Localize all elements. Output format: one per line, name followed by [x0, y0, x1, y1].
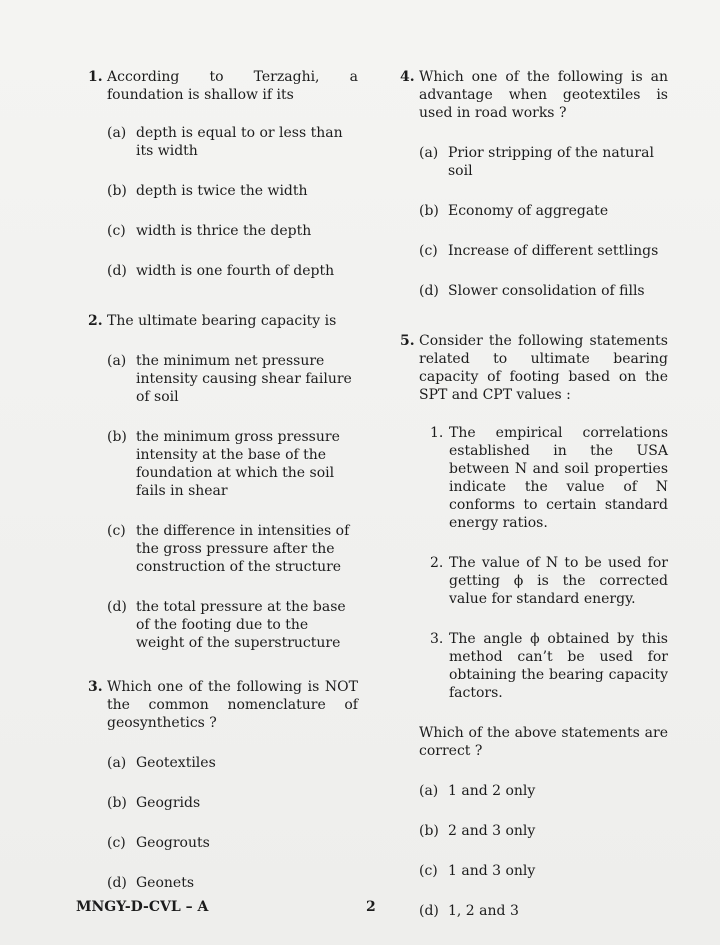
- option-text: width is one fourth of depth: [136, 263, 335, 279]
- option-label: (b): [107, 429, 127, 445]
- option-label: (a): [107, 353, 127, 369]
- options: [107, 124, 358, 280]
- option-label: (a): [107, 755, 127, 771]
- option-a[interactable]: [107, 352, 358, 406]
- question-number: 4.: [400, 69, 415, 85]
- question-2: [88, 312, 358, 652]
- paper-code: MNGY-D-CVL – A: [76, 899, 209, 915]
- option-label: (a): [419, 783, 439, 799]
- question-text: Consider the following statements related to ultimate bearing capacity of footing based on the SPT and CPT values :: [419, 333, 668, 403]
- option-a[interactable]: [419, 144, 668, 180]
- option-b[interactable]: [419, 822, 668, 840]
- option-label: (b): [419, 203, 439, 219]
- option-label: (c): [107, 523, 126, 539]
- question-number: 3.: [88, 679, 103, 695]
- option-a[interactable]: [419, 782, 668, 800]
- left-column: [88, 68, 358, 892]
- statement-2: [430, 554, 668, 608]
- page-number: 2: [366, 899, 376, 915]
- option-b[interactable]: [107, 182, 358, 200]
- option-label: (b): [107, 183, 127, 199]
- option-label: (c): [419, 863, 438, 879]
- option-label: (d): [107, 263, 127, 279]
- question-number: 5.: [400, 333, 415, 349]
- question-text: According to Terzaghi, a foundation is shallow if its: [107, 69, 358, 103]
- option-d[interactable]: [419, 282, 668, 300]
- question-1: [88, 68, 358, 280]
- option-c[interactable]: [419, 862, 668, 880]
- right-column: [400, 68, 668, 920]
- option-text: 2 and 3 only: [448, 823, 536, 839]
- statements: [430, 424, 668, 702]
- options: [107, 352, 358, 652]
- option-text: Prior stripping of the natural soil: [448, 145, 654, 179]
- question-number: 1.: [88, 69, 103, 85]
- option-label: (d): [107, 875, 127, 891]
- option-label: (d): [107, 599, 127, 615]
- statement-number: 2.: [430, 555, 444, 571]
- option-d[interactable]: [107, 874, 358, 892]
- question-text: The ultimate bearing capacity is: [107, 313, 337, 329]
- option-text: Geogrouts: [136, 835, 210, 851]
- option-c[interactable]: [419, 242, 668, 260]
- statement-text: The empirical correlations established in the USA between N and soil properties indicate the value of N conforms to certain standard energy ratios.: [449, 425, 668, 531]
- option-text: width is thrice the depth: [136, 223, 312, 239]
- option-d[interactable]: [107, 598, 358, 652]
- option-text: the total pressure at the base of the footing due to the weight of the superstructure: [136, 599, 346, 651]
- options: [419, 144, 668, 300]
- options: [107, 754, 358, 892]
- question-prompt: Which of the above statements are correct ?: [419, 725, 668, 759]
- option-text: the minimum net pressure intensity causing shear failure of soil: [136, 353, 352, 405]
- option-label: (b): [107, 795, 127, 811]
- option-text: the difference in intensities of the gross pressure after the construction of the structure: [136, 523, 350, 575]
- question-text: Which one of the following is an advantage when geotextiles is used in road works ?: [419, 69, 668, 121]
- option-c[interactable]: [107, 522, 358, 576]
- option-d[interactable]: [107, 262, 358, 280]
- statement-number: 1.: [430, 425, 444, 441]
- option-c[interactable]: [107, 222, 358, 240]
- option-text: depth is twice the width: [136, 183, 308, 199]
- statement-number: 3.: [430, 631, 444, 647]
- question-5: [400, 332, 668, 920]
- option-d[interactable]: [419, 902, 668, 920]
- option-label: (d): [419, 283, 439, 299]
- statement-text: The value of N to be used for getting ϕ is the corrected value for standard energy.: [449, 555, 668, 607]
- option-text: Economy of aggregate: [448, 203, 609, 219]
- option-text: Increase of different settlings: [448, 243, 659, 259]
- options: [419, 782, 668, 920]
- option-text: 1 and 3 only: [448, 863, 536, 879]
- option-text: Slower consolidation of fills: [448, 283, 645, 299]
- option-text: Geogrids: [136, 795, 201, 811]
- question-3: [88, 678, 358, 892]
- option-label: (c): [107, 223, 126, 239]
- statement-text: The angle ϕ obtained by this method can’t be used for obtaining the bearing capacity factors.: [449, 631, 668, 701]
- question-text: Which one of the following is NOT the common nomenclature of geosynthetics ?: [107, 679, 358, 731]
- option-b[interactable]: [107, 428, 358, 500]
- option-label: (c): [107, 835, 126, 851]
- option-label: (c): [419, 243, 438, 259]
- option-text: 1, 2 and 3: [448, 903, 519, 919]
- option-text: depth is equal to or less than its width: [136, 125, 343, 159]
- option-label: (d): [419, 903, 439, 919]
- option-text: Geonets: [136, 875, 195, 891]
- option-text: Geotextiles: [136, 755, 216, 771]
- question-number: 2.: [88, 313, 103, 329]
- option-c[interactable]: [107, 834, 358, 852]
- option-a[interactable]: [107, 124, 358, 160]
- option-text: 1 and 2 only: [448, 783, 536, 799]
- option-b[interactable]: [107, 794, 358, 812]
- option-b[interactable]: [419, 202, 668, 220]
- question-4: [400, 68, 668, 300]
- statement-3: [430, 630, 668, 702]
- statement-1: [430, 424, 668, 532]
- option-a[interactable]: [107, 754, 358, 772]
- option-text: the minimum gross pressure intensity at the base of the foundation at which the soil fails in shear: [136, 429, 340, 499]
- option-label: (a): [419, 145, 439, 161]
- option-label: (b): [419, 823, 439, 839]
- option-label: (a): [107, 125, 127, 141]
